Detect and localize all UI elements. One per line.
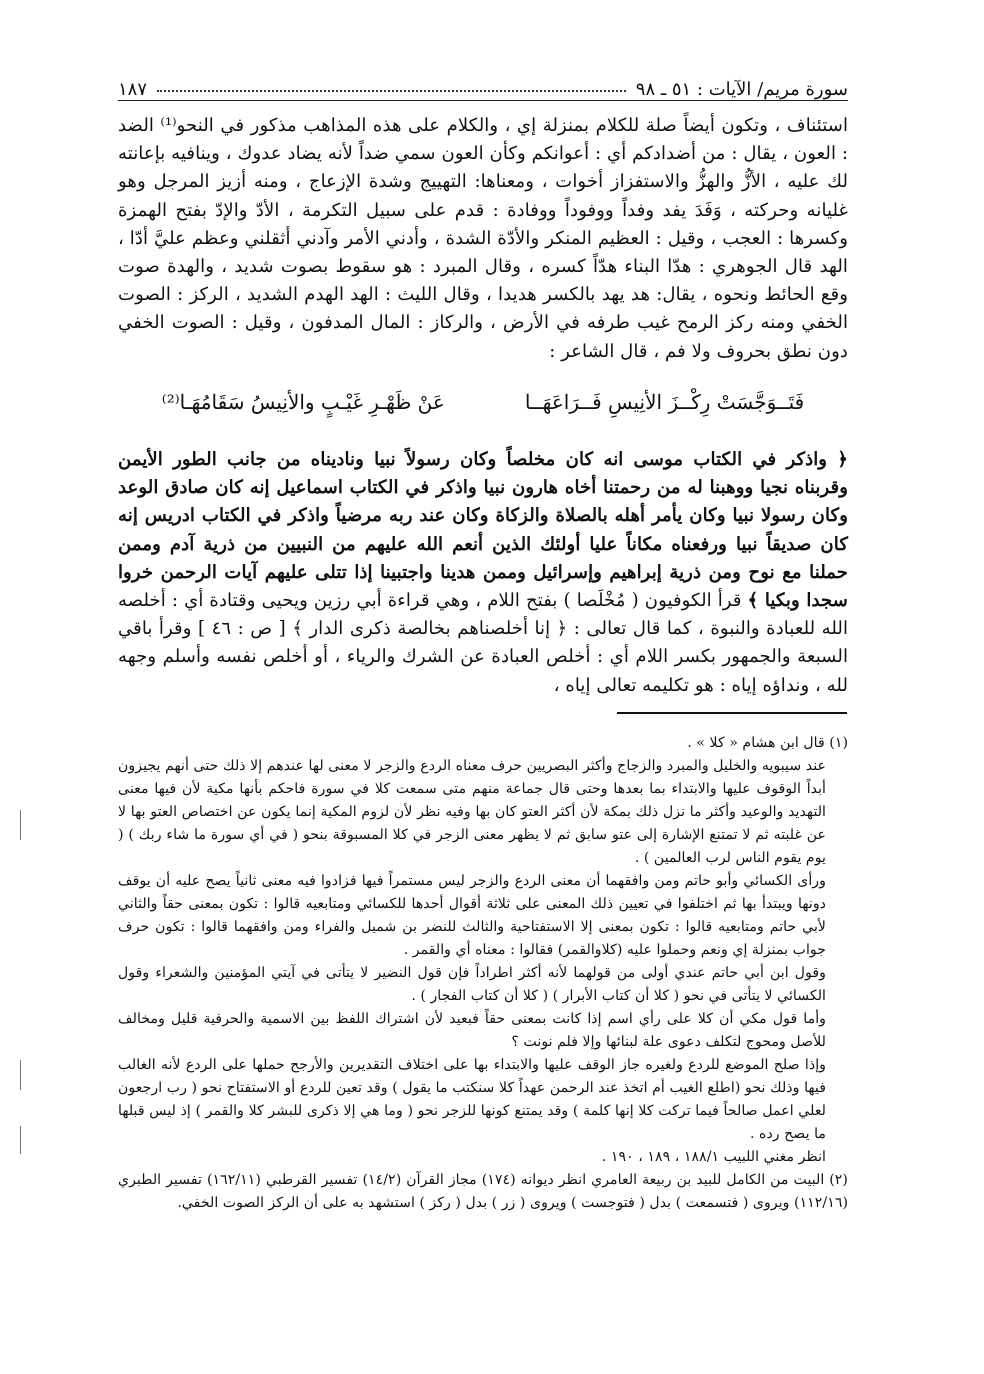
- footnote-separator: [617, 712, 847, 714]
- verse-first-hemistich: فَتَــوَجَّسَتْ رِكْــزَ الأنِيسِ فَــرَاعَهَــا: [524, 389, 805, 414]
- footnote-1-heading: (١) قال ابن هشام « كلا » .: [687, 735, 848, 751]
- commentary-paragraph-2: قرأ الكوفيون ( مُخْلَصا ) بفتح اللام ، وهي قراءة أبي رزين ويحيى وقتادة أي : أخلصه الله للعبادة والنبوة ، كما قال تعالى : ﴿ إنا أخلصناهم بخالصة ذكرى الدار ﴾ [ ص : ٤٦ ] وقرأ باقي السبعة والجمهور بكسر اللام أي : أخلص العبادة عن الشرك والرياء ، أو أخلص نفسه وأسلم وجهه لله ، ونداؤه إياه : هو تكليمه تعالى إياه ،: [118, 590, 848, 696]
- footnote-1-paragraph-1: عند سيبويه والخليل والمبرد والزجاج وأكثر البصريين حرف معناه الردع والزجر لا معنى لها عندهم إلا ذلك حتى أنهم يجيزون أبداً الوقوف عليها والابتداء بما بعدها وحتى قال جماعة منهم متى سمعت كلا في سورة فاحكم بأنها مكية لأن فيها معنى التهديد والوعيد وأكثر ما نزل ذلك بمكة لأن أكثر العتو كان بها وفيه نظر لأن لزوم المكية إنما يكون عن اختصاص العتو بها لا عن غلبته ثم لا تمتنع الإشارة إلى عتو سابق ثم لا يظهر معنى الزجر في كلا المسبوقة بنحو ( في أي سورة ما شاء ربك ) ( يوم يقوم الناس لرب العالمين ) .: [118, 758, 826, 866]
- footnote-1-paragraph-3: وقول ابن أبي حاتم عندي أولى من قولهما لأنه أكثر اطراداً فإن قول النضير لا يتأتى في آيتي المؤمنين والشعراء وقول الكسائي لا يتأتى في نحو ( كلا أن كتاب الأبرار ) ( كلا أن كتاب الفجار ) .: [118, 965, 826, 1004]
- footnote-1-paragraph-4: وأما قول مكي أن كلا على رأي اسم إذا كانت بمعنى حقاً فبعيد لأن اشتراك اللفظ بين الاسمية والحرفية قليل ومخالف للأصل ومحوج لتكلف دعوى علة لبنائها وإلا فلم نونت ؟: [118, 1011, 826, 1050]
- quran-passage: [118, 446, 848, 700]
- margin-scan-mark: [20, 810, 21, 840]
- running-header: [118, 56, 848, 101]
- header-dotted-leader: [157, 90, 626, 92]
- footnote-1-source: انظر مغني اللبيب ١٨٨/١ ، ١٨٩ ، ١٩٠ .: [601, 1149, 826, 1165]
- margin-scan-mark: [20, 1126, 21, 1154]
- footnote-1-paragraph-2: ورأى الكسائي وأبو حاتم ومن وافقهما أن معنى الردع والزجر ليس مستمراً فيها فزادوا فيه معنى ثانياً يصح عليه أن يوقف دونها ويبتدأ بها ثم اختلفوا في تعيين ذلك المعنى على ثلاثة أقوال أحدها للكسائي ومتابعيه قالوا : تكون بمعنى حقاً والثاني لأبي حاتم ومتابعيه قالوا : تكون بمعنى إلا الاستفتاحية والثالث للنضر بن شميل والفراء ومن وافقهما قالوا : تكون حرف جواب بمنزلة إي ونعم وحملوا عليه (كلاوالقمر) فقالوا : معناه أي والقمر .: [118, 873, 826, 958]
- poetry-verse: [118, 388, 848, 416]
- footnote-2: (٢) البيت من الكامل للبيد بن ربيعة العامري انظر ديوانه (١٧٤) مجاز القرآن (١٤/٢) تفسير القرطبي (١٦٢/١١) تفسير الطبري (١١٢/١٦) ويروى ( فتسمعت ) بدل ( فتوجست ) ويروى ( زر ) بدل ( ركز ) استشهد به على أن الركز الصوت الخفي.: [118, 1172, 848, 1211]
- surah-title: سورة مريم/ الآيات : ٥١ ـ ٩٨: [635, 79, 848, 100]
- footnotes: [118, 732, 848, 1215]
- margin-scan-mark: [20, 1060, 21, 1090]
- quran-verses: ﴿ واذكر في الكتاب موسى انه كان مخلصاً وكان رسولاً نبيا وناديناه من جانب الطور الأيمن وقربناه نجيا ووهبنا له من رحمتنا أخاه هارون نبيا واذكر في الكتاب اسماعيل إنه كان صادق الوعد وكان رسولا نبيا وكان يأمر أهله بالصلاة والزكاة وكان عند ربه مرضياً واذكر في الكتاب ادريس إنه كان صديقاً نبيا ورفعناه مكاناً عليا أولئك الذين أنعم الله عليهم من النبيين من ذرية آدم وممن حملنا مع نوح ومن ذرية إبراهيم وإسرائيل وممن هدينا واجتبينا إذا تتلى عليهم آيات الرحمن خروا سجدا وبكيا ﴾: [118, 449, 848, 612]
- verse-second-hemistich: عَنْ ظَهْـرِ غَيْـبٍ والأنِيسُ سَقَامُهَـا⁽²⁾: [161, 389, 445, 414]
- main-text: [118, 112, 848, 700]
- page-number: ١٨٧: [118, 79, 148, 100]
- footnote-1-paragraph-5: وإذا صلح الموضع للردع ولغيره جاز الوقف عليها والابتداء بها على اختلاف التقديرين والأرجح حملها على الردع لأنه الغالب فيها وذلك نحو (اطلع الغيب أم اتخذ عند الرحمن عهداً كلا سنكتب ما يقول ) وقد تعين للردع أو الاستفتاح نحو ( رب ارجعون لعلي اعمل صالحاً فيما تركت كلا إنها كلمة ) وقد يمتنع كونها للزجر نحو ( وما هي إلا ذكرى للبشر كلا والقمر ) إذ ليس قبلها ما يصح رده .: [118, 1057, 826, 1142]
- commentary-paragraph-1: استئناف ، وتكون أيضاً صلة للكلام بمنزلة إي ، والكلام على هذه المذاهب مذكور في النحو⁽¹⁾ الضد : العون ، يقال : من أضدادكم أي : أعوانكم وكأن العون سمي ضداً لأنه يضاد عدوك ، وينافيه بإعانته لك عليه ، الأزُّ والهزُّ والاستفزاز أخوات ، ومعناها: التهييج وشدة الإزعاج ، ومنه أزيز المرجل وهو غليانه وحركته ، وَفَدَ يفد وفداً ووفوداً ووفادة : قدم على سبيل التكرمة ، الأدّ والإدّ بفتح الهمزة وكسرها : العجب ، وقيل : العظيم المنكر والأدّة الشدة ، وأدني الأمر وآدني أثقلني وعظم عليَّ أدّا ، الهد قال الجوهري : هدّا البناء هدّاً كسره ، وقال المبرد : هو سقوط بصوت شديد ، والهدة صوت وقع الحائط ونحوه ، يقال: هد يهد بالكسر هديدا ، وقال الليث : الهد الهدم الشديد ، الركز : الصوت الخفي ومنه ركز الرمح غيب طرفه في الأرض ، والركاز : المال المدفون ، وقيل : الصوت الخفي دون نطق بحروف ولا فم ، قال الشاعر :: [118, 115, 848, 362]
